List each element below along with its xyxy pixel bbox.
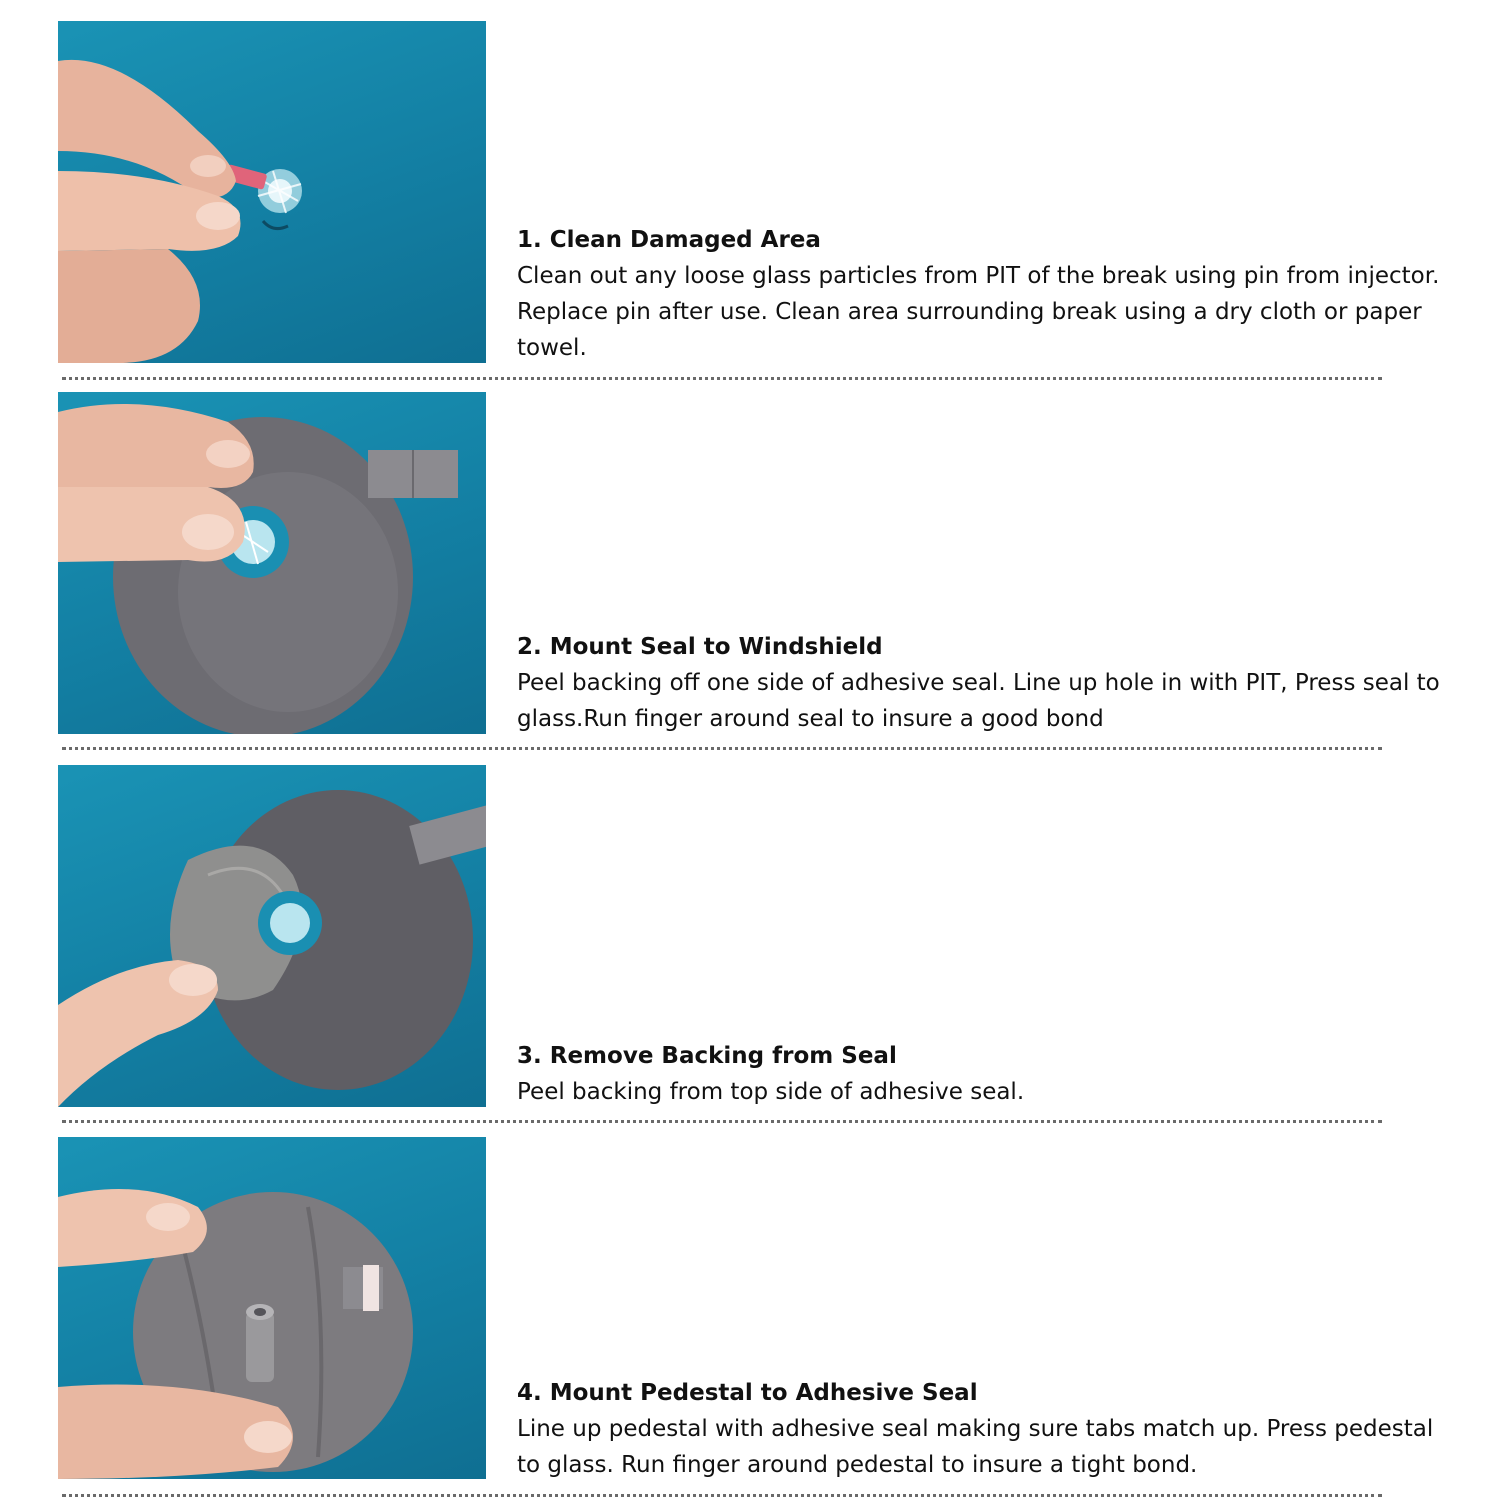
divider-3 [62, 1120, 1382, 1123]
step-4-photo [58, 1137, 486, 1479]
step-3-description: Peel backing from top side of adhesive seal. [517, 1079, 1025, 1105]
step-3-photo [58, 765, 486, 1107]
divider-2 [62, 747, 1382, 750]
step-1-title: 1. Clean Damaged Area [517, 227, 821, 253]
step-3-title: 3. Remove Backing from Seal [517, 1043, 897, 1069]
finger-pressing-adhesive-seal-icon [58, 392, 486, 734]
step-1-description: Clean out any loose glass particles from PIT of the break using pin from injector. Replace pin after use. Clean area surrounding break using a dry cloth or paper towel. [517, 263, 1440, 361]
step-4-description: Line up pedestal with adhesive seal making sure tabs match up. Press pedestal to glass. Run finger around pedestal to insure a tight bond. [517, 1416, 1434, 1478]
step-2-description: Peel backing off one side of adhesive seal. Line up hole in with PIT, Press seal to glass.Run finger around seal to insure a good bond [517, 670, 1440, 732]
finger-cleaning-chip-with-pin-icon [58, 21, 486, 363]
step-2-title: 2. Mount Seal to Windshield [517, 634, 883, 660]
step-1-photo [58, 21, 486, 363]
divider-4 [62, 1494, 1382, 1497]
step-4-title: 4. Mount Pedestal to Adhesive Seal [517, 1380, 978, 1406]
peeling-seal-backing-icon [58, 765, 486, 1107]
mounting-pedestal-on-seal-icon [58, 1137, 486, 1479]
step-2-photo [58, 392, 486, 734]
divider-1 [62, 377, 1382, 380]
